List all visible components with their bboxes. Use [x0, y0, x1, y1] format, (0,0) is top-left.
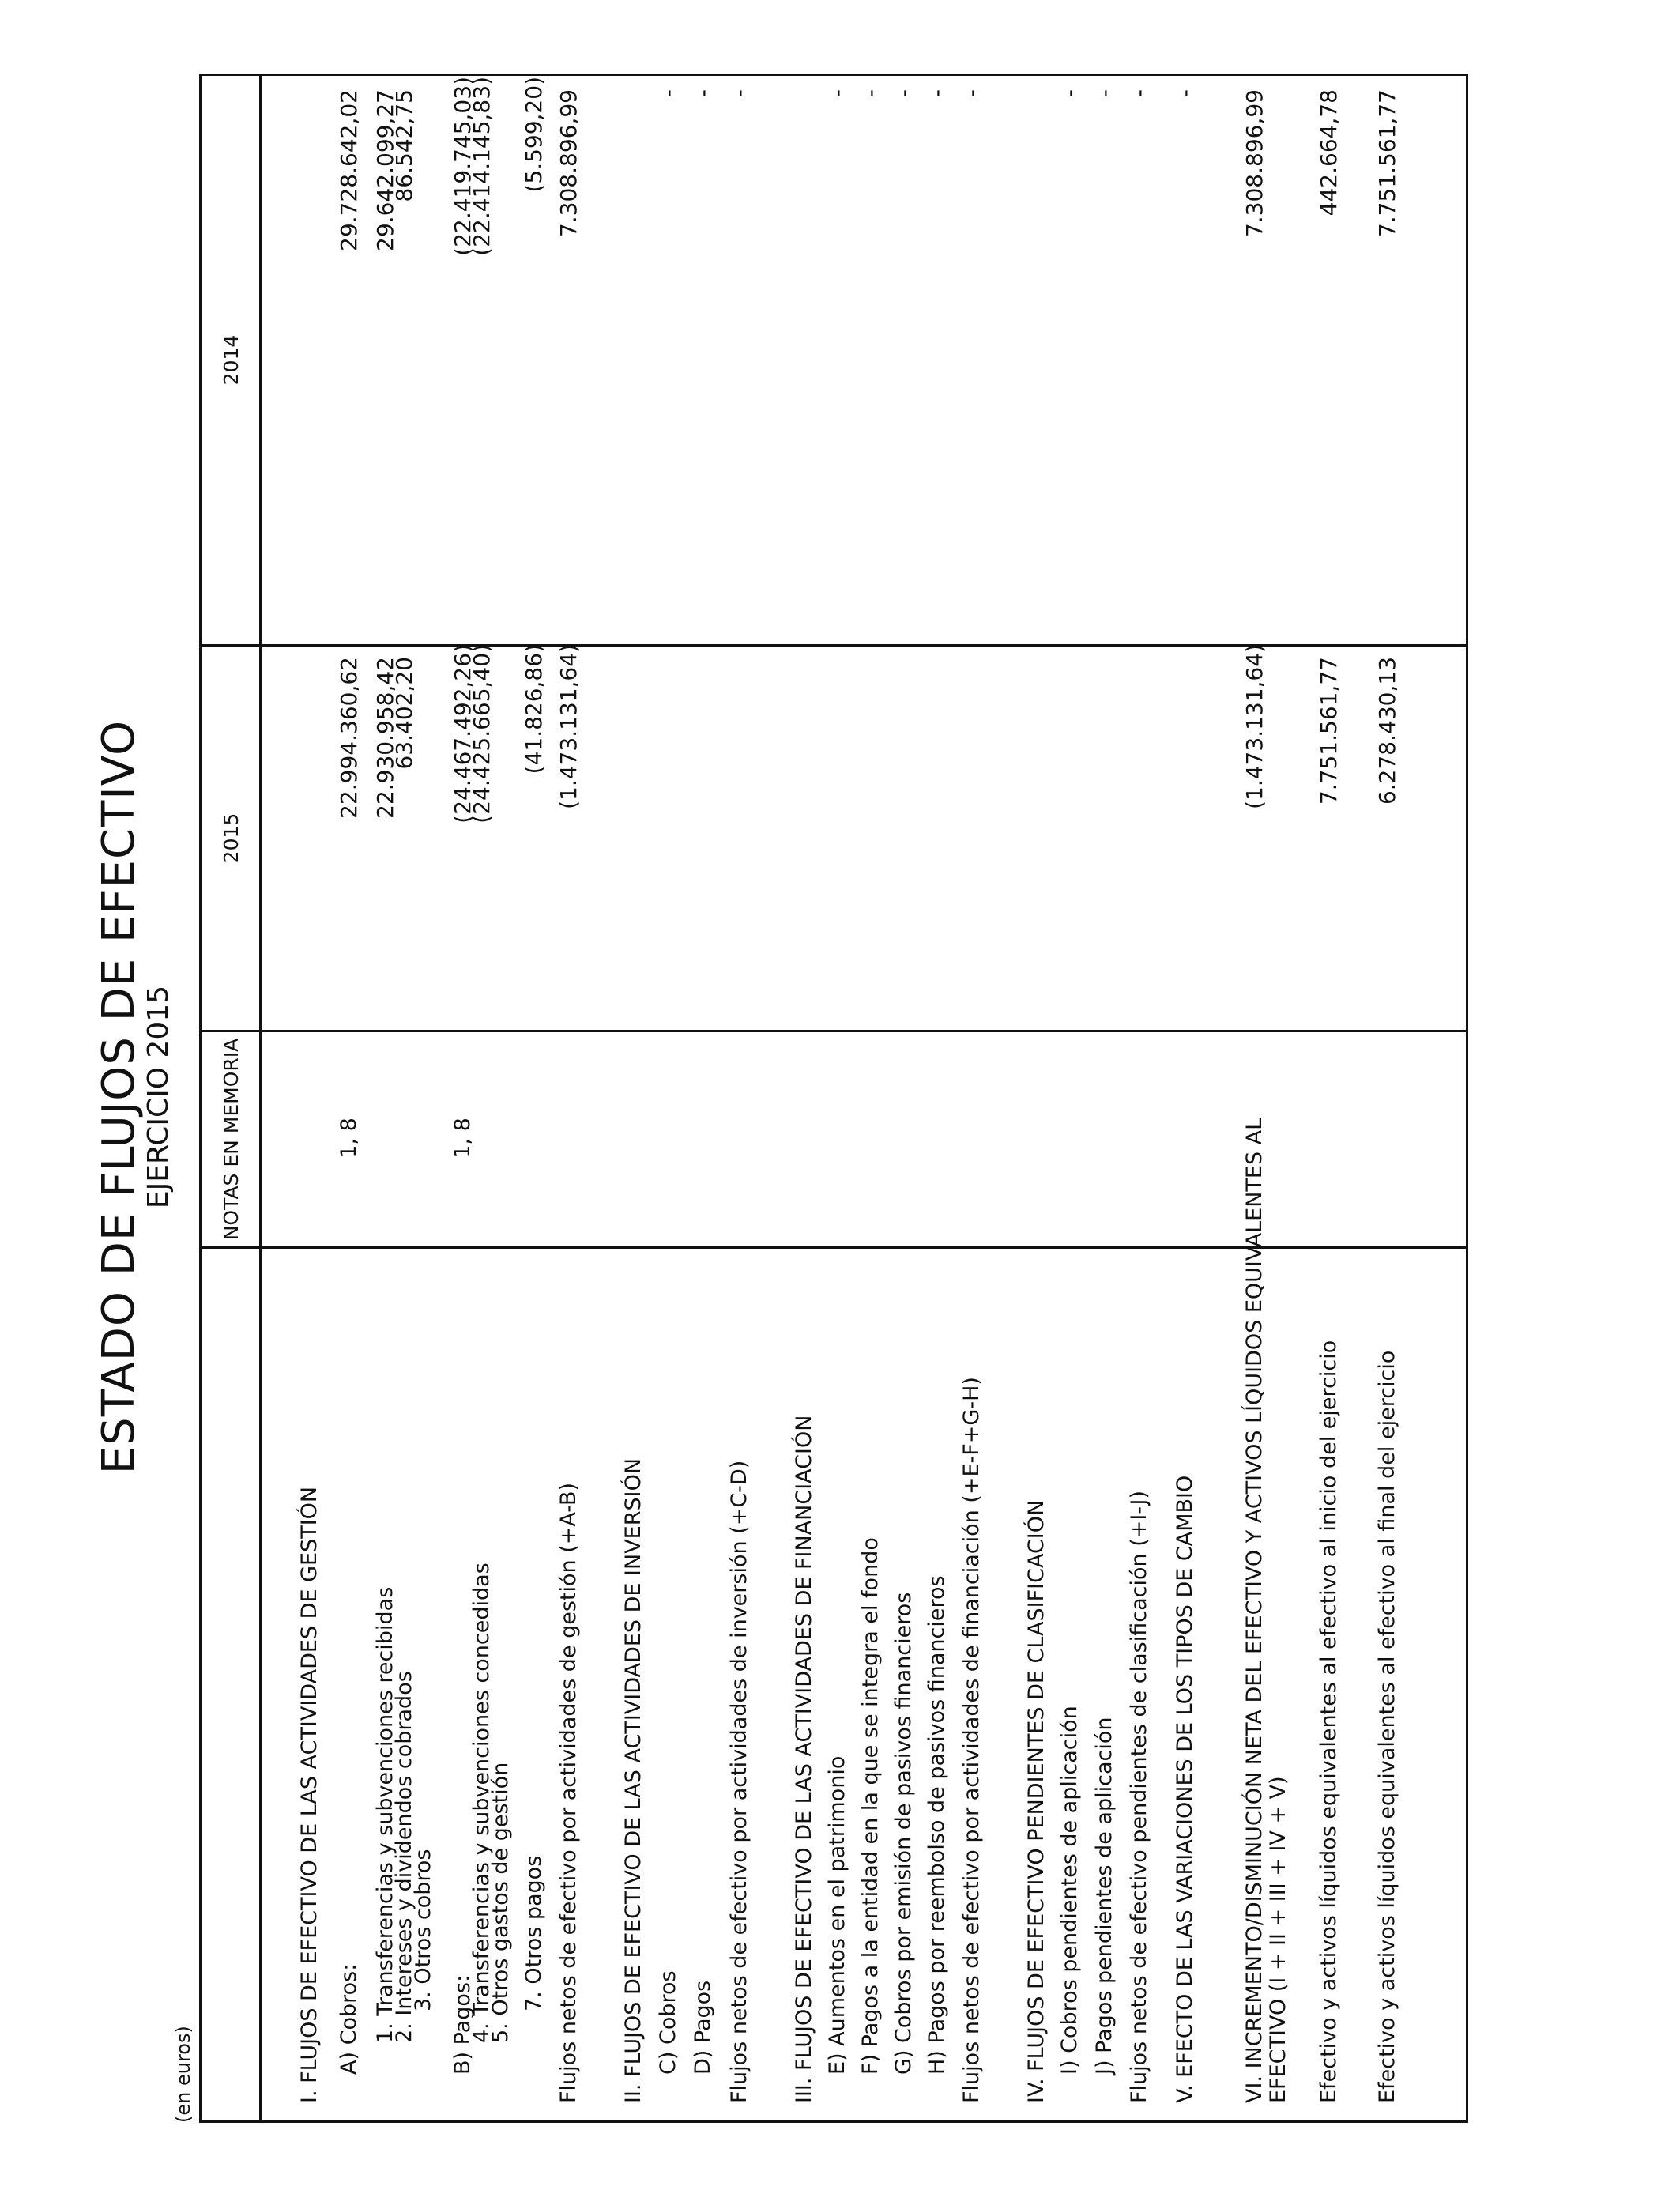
table-row — [1241, 76, 1290, 2120]
table-row — [337, 76, 372, 2120]
row-value-2015 — [1025, 644, 1049, 1030]
row-label: C) Cobros — [656, 1970, 680, 2075]
table-row — [412, 76, 446, 2120]
row-value-2015 — [793, 644, 816, 1030]
header-notas: NOTAS EN MEMORIA — [220, 1038, 243, 1241]
table-row — [691, 76, 726, 2120]
row-label: D) Pagos — [691, 1980, 715, 2075]
row-value-2015 — [892, 644, 916, 1030]
row-value-2015 — [826, 644, 849, 1030]
table-row — [522, 76, 557, 2120]
row-value-2014: - — [1172, 89, 1198, 98]
row-label: G) Cobros por emisión de pasivos financieros — [891, 1592, 916, 2075]
table-row — [960, 76, 995, 2120]
row-value-2015: 22.930.958,42 — [372, 657, 398, 819]
row-value-2015 — [1128, 644, 1151, 1030]
row-value-2015: 22.994.360,62 — [336, 657, 362, 819]
table-row — [892, 76, 927, 2120]
table-row — [728, 76, 763, 2120]
row-label: II. FLUJOS DE EFECTIVO DE LAS ACTIVIDADES DE INVERSIÓN — [621, 1457, 646, 2103]
row-value-2014 — [412, 77, 435, 644]
row-value-2014 — [793, 77, 816, 644]
row-value-2015 — [298, 644, 322, 1030]
row-value-2015: (24.425.665,40) — [469, 644, 495, 824]
row-label: I) Cobros pendientes de aplicación — [1057, 1706, 1082, 2075]
table-row — [1058, 76, 1093, 2120]
row-value-2014: - — [726, 89, 752, 98]
row-value-2015 — [1173, 644, 1197, 1030]
row-value-2015 — [657, 644, 680, 1030]
row-value-2015: 7.751.561,77 — [1316, 657, 1342, 805]
row-value-2014: (22.414.145,83) — [469, 77, 495, 256]
row-value-2015 — [960, 644, 984, 1030]
row-label: Flujos netos de efectivo por actividades de gestión (+A-B) — [556, 1482, 581, 2103]
row-value-2015 — [728, 644, 751, 1030]
row-value-2014: (22.419.745,03) — [450, 77, 476, 256]
page-subtitle: EJERCICIO 2015 — [142, 985, 175, 1209]
row-label: 2. Intereses y dividendos cobrados — [392, 1671, 416, 2043]
table-row — [657, 76, 691, 2120]
table-row — [1317, 76, 1352, 2120]
row-value-2014 — [1025, 77, 1049, 644]
row-value-2014: 86.542,75 — [391, 89, 417, 202]
row-value-2015: (41.826,86) — [521, 644, 547, 775]
table-row — [622, 76, 657, 2120]
row-value-2014: 7.751.561,77 — [1374, 89, 1400, 238]
row-label: VI. INCREMENTO/DISMINUCIÓN NETA DEL EFECTIVO Y ACTIVOS LÍQUIDOS EQUIVALENTES AL EFECTIVO (I + II + III + IV + V) — [1242, 1118, 1290, 2103]
row-label: B) Pagos: — [450, 1974, 475, 2075]
row-label: F) Pagos a la entidad en la que se integra el fondo — [858, 1537, 883, 2075]
row-label: 4. Transferencias y subvenciones concedidas — [469, 1563, 494, 2043]
table-row — [1376, 76, 1411, 2120]
row-value-2014: 442.664,78 — [1316, 89, 1342, 217]
row-label: Efectivo y activos líquidos equivalentes al efectivo al final del ejercicio — [1375, 1350, 1399, 2103]
row-label: H) Pagos por reembolso de pasivos financieros — [925, 1575, 949, 2075]
row-value-2015 — [622, 644, 646, 1030]
cash-flow-table — [199, 74, 1468, 2123]
row-nota: 1, 8 — [450, 1118, 475, 1159]
row-label: III. FLUJOS DE EFECTIVO DE LAS ACTIVIDADES DE FINANCIACIÓN — [792, 1415, 816, 2103]
row-value-2015 — [489, 644, 513, 1030]
row-value-2014: - — [1091, 89, 1117, 98]
row-value-2015 — [412, 644, 435, 1030]
table-row — [557, 76, 592, 2120]
row-value-2015: 63.402,20 — [391, 657, 417, 770]
row-value-2014: - — [891, 89, 917, 98]
row-label: Efectivo y activos líquidos equivalentes al efectivo al inicio del ejercicio — [1317, 1340, 1341, 2103]
table-row — [925, 76, 960, 2120]
row-value-2015 — [925, 644, 949, 1030]
row-value-2015: (1.473.131,64) — [1241, 644, 1268, 809]
row-nota: 1, 8 — [337, 1118, 361, 1159]
row-value-2014: 29.642.099,27 — [372, 89, 398, 251]
table-row — [1093, 76, 1128, 2120]
row-value-2015: (24.467.492,26) — [450, 644, 476, 824]
row-value-2014: 7.308.896,99 — [556, 89, 582, 238]
row-value-2014: - — [857, 89, 883, 98]
row-value-2014: 7.308.896,99 — [1241, 89, 1268, 238]
row-value-2015 — [859, 644, 883, 1030]
header-2014: 2014 — [220, 334, 243, 386]
row-value-2014: - — [1126, 89, 1152, 98]
units-note: (en euros) — [172, 2026, 194, 2123]
row-value-2014: - — [959, 89, 985, 98]
row-value-2014: - — [924, 89, 950, 98]
row-value-2014: - — [1057, 89, 1083, 98]
row-value-2015 — [691, 644, 715, 1030]
row-label: Flujos netos de efectivo por actividades de inversión (+C-D) — [727, 1460, 751, 2103]
header-2015: 2015 — [220, 812, 243, 864]
table-row — [1173, 76, 1208, 2120]
row-label: 3. Otros cobros — [411, 1849, 435, 2011]
row-value-2014 — [298, 77, 322, 644]
row-value-2014: - — [690, 89, 716, 98]
table-row — [489, 76, 524, 2120]
row-value-2015 — [1093, 644, 1117, 1030]
row-label: I. FLUJOS DE EFECTIVO DE LAS ACTIVIDADES DE GESTIÓN — [297, 1486, 322, 2103]
row-value-2015: (1.473.131,64) — [556, 644, 582, 809]
row-value-2014: - — [824, 89, 850, 98]
row-label: IV. FLUJOS DE EFECTIVO PENDIENTES DE CLASIFICACIÓN — [1024, 1499, 1049, 2103]
table-row — [298, 76, 333, 2120]
row-label: Flujos netos de efectivo pendientes de clasificación (+I-J) — [1127, 1490, 1151, 2103]
row-label: 5. Otros gastos de gestión — [488, 1762, 513, 2043]
table-row — [859, 76, 894, 2120]
row-value-2015 — [1058, 644, 1082, 1030]
row-label: E) Aumentos en el patrimonio — [825, 1755, 849, 2075]
table-row — [1128, 76, 1162, 2120]
row-label: A) Cobros: — [337, 1963, 361, 2075]
row-label: Flujos netos de efectivo por actividades de financiación (+E-F+G-H) — [959, 1377, 984, 2103]
row-value-2014: - — [655, 89, 681, 98]
row-label: 7. Otros pagos — [522, 1855, 546, 2011]
page-title: ESTADO DE FLUJOS DE EFECTIVO — [93, 719, 145, 1475]
table-row — [793, 76, 827, 2120]
row-value-2014: 29.728.642,02 — [336, 89, 362, 251]
row-value-2014 — [489, 77, 513, 644]
row-label: J) Pagos pendientes de aplicación — [1092, 1717, 1117, 2075]
row-value-2014 — [622, 77, 646, 644]
row-label: V. EFECTO DE LAS VARIACIONES DE LOS TIPOS DE CAMBIO — [1173, 1475, 1197, 2103]
row-value-2014: (5.599,20) — [521, 77, 547, 193]
table-row — [826, 76, 861, 2120]
row-label: 1. Transferencias y subvenciones recibidas — [373, 1586, 397, 2043]
table-row — [1025, 76, 1060, 2120]
row-value-2015: 6.278.430,13 — [1374, 657, 1400, 805]
